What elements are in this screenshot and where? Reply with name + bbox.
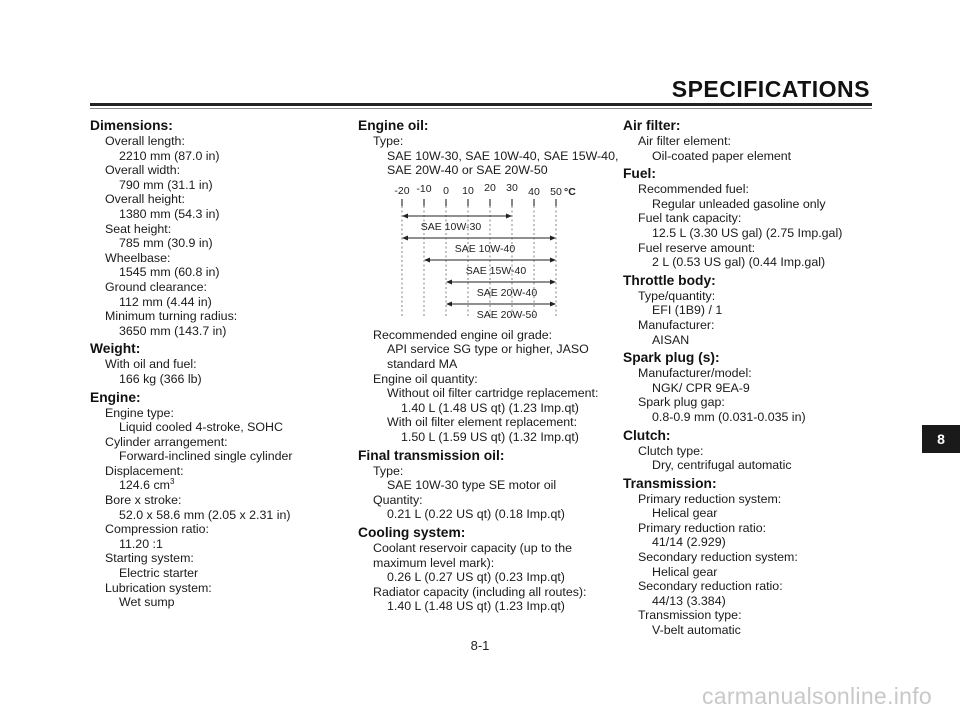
section-title-throttle-body: Throttle body: <box>623 272 716 288</box>
oil-range-arrow-left <box>424 257 430 262</box>
section-title-final-transmission-oil: Final transmission oil: <box>358 447 505 463</box>
spec-label: Cylinder arrangement: <box>105 434 228 449</box>
spec-label: Fuel tank capacity: <box>638 211 742 226</box>
oil-range-arrow-left <box>402 213 408 218</box>
section-title-weight: Weight: <box>90 341 141 357</box>
temp-tick-label: 50 <box>550 185 562 198</box>
watermark: carmanualsonline.info <box>701 683 932 709</box>
spec-value: 166 kg (366 lb) <box>119 371 202 386</box>
spec-value: V-belt automatic <box>652 623 741 638</box>
temp-tick-label: 20 <box>484 181 496 194</box>
spec-label: Secondary reduction ratio: <box>638 579 783 594</box>
spec-label: Overall height: <box>105 192 185 207</box>
spec-value: 41/14 (2.929) <box>652 535 726 550</box>
spec-value: 1545 mm (60.8 in) <box>119 265 220 280</box>
spec-value: Liquid cooled 4-stroke, SOHC <box>119 420 283 435</box>
spec-value: SAE 10W-30, SAE 10W-40, SAE 15W-40, <box>387 148 619 163</box>
section-title-clutch: Clutch: <box>623 427 671 443</box>
temp-tick-label: 10 <box>462 184 474 197</box>
spec-value: 785 mm (30.9 in) <box>119 236 213 251</box>
spec-label: Primary reduction ratio: <box>638 520 767 535</box>
spec-label: Fuel reserve amount: <box>638 240 756 255</box>
oil-range-arrow-right <box>550 257 556 262</box>
spec-label: Type: <box>373 463 404 478</box>
spec-value: 1380 mm (54.3 in) <box>119 206 220 221</box>
spec-value: SAE 20W-40 or SAE 20W-50 <box>387 163 548 178</box>
spec-value: 0.26 L (0.27 US qt) (0.23 Imp.qt) <box>387 570 565 585</box>
page-number: 8-1 <box>470 638 490 653</box>
spec-label: Secondary reduction system: <box>638 550 798 565</box>
spec-value: Helical gear <box>652 564 718 579</box>
spec-label: Manufacturer: <box>638 317 715 332</box>
spec-value: 1.40 L (1.48 US qt) (1.23 Imp.qt) <box>387 599 565 614</box>
spec-label: Ground clearance: <box>105 279 207 294</box>
spec-label: Bore x stroke: <box>105 493 182 508</box>
header-rule-thick <box>90 103 872 106</box>
oil-range-arrow-left <box>446 301 452 306</box>
spec-label: Displacement: <box>105 463 184 478</box>
temp-tick-label: -20 <box>394 184 410 197</box>
spec-value: 1.50 L (1.59 US qt) (1.32 Imp.qt) <box>401 429 579 444</box>
spec-value: 12.5 L (3.30 US gal) (2.75 Imp.gal) <box>652 225 843 240</box>
oil-grade-label: SAE 15W-40 <box>465 264 527 277</box>
spec-value: 52.0 x 58.6 mm (2.05 x 2.31 in) <box>119 507 291 522</box>
section-title-dimensions: Dimensions: <box>90 118 173 133</box>
section-title-cooling-system: Cooling system: <box>358 524 466 540</box>
column-left <box>90 118 340 610</box>
chapter-tab[interactable]: 8 <box>922 425 960 453</box>
spec-value: 3650 mm (143.7 in) <box>119 323 227 338</box>
oil-grade-label: SAE 20W-50 <box>476 308 538 321</box>
displacement-unit-superscript: 3 <box>169 477 175 487</box>
spec-label: Recommended fuel: <box>638 182 749 197</box>
spec-value: 790 mm (31.1 in) <box>119 177 213 192</box>
section-title-air-filter: Air filter: <box>623 118 681 133</box>
spec-value <box>90 478 340 493</box>
section-title-transmission: Transmission: <box>623 475 717 491</box>
section-title-fuel: Fuel: <box>623 166 656 182</box>
spec-value: Oil-coated paper element <box>652 148 792 163</box>
spec-value: Regular unleaded gasoline only <box>652 196 826 211</box>
spec-value: AISAN <box>652 332 690 347</box>
spec-label: Spark plug gap: <box>638 395 725 410</box>
section-title-spark-plug: Spark plug (s): <box>623 350 720 366</box>
section-title-engine-oil: Engine oil: <box>358 118 429 133</box>
oil-range-arrow-right <box>550 301 556 306</box>
spec-label: Overall length: <box>105 134 185 148</box>
temp-unit-label: °C <box>564 185 576 198</box>
spec-label: Starting system: <box>105 551 194 566</box>
spec-label: Coolant reservoir capacity (up to the <box>373 540 573 555</box>
column-right <box>623 118 873 638</box>
temp-tick-label: -10 <box>416 182 432 195</box>
temp-tick-label: 30 <box>506 181 518 194</box>
oil-range-arrow-left <box>402 235 408 240</box>
spec-label: Quantity: <box>373 492 423 507</box>
spec-value: Forward-inclined single cylinder <box>119 449 293 464</box>
spec-label: Lubrication system: <box>105 580 212 595</box>
spec-label: maximum level mark): <box>373 555 495 570</box>
spec-label: Clutch type: <box>638 443 704 458</box>
oil-range-arrow-right <box>550 235 556 240</box>
spec-value: Helical gear <box>652 506 718 521</box>
oil-viscosity-chart <box>368 182 578 322</box>
displacement-value: 124.6 cm <box>119 478 170 493</box>
oil-range-arrow-left <box>446 279 452 284</box>
temp-tick-label: 0 <box>443 184 449 197</box>
spec-sublabel: Without oil filter cartridge replacement: <box>387 386 599 401</box>
spec-value: 1.40 L (1.48 US qt) (1.23 Imp.qt) <box>401 400 579 415</box>
spec-value: NGK/ CPR 9EA-9 <box>652 380 750 395</box>
spec-label: Recommended engine oil grade: <box>373 327 553 342</box>
spec-value: 2 L (0.53 US gal) (0.44 Imp.gal) <box>652 255 826 270</box>
spec-label: Radiator capacity (including all routes): <box>373 584 587 599</box>
spec-label: Air filter element: <box>638 134 731 148</box>
spec-value: SAE 10W-30 type SE motor oil <box>387 478 557 493</box>
oil-grade-label: SAE 10W-30 <box>420 220 482 233</box>
spec-label: Engine oil quantity: <box>373 371 478 386</box>
spec-label: Seat height: <box>105 221 172 236</box>
page-title: SPECIFICATIONS <box>671 76 870 102</box>
header-rule-thin <box>90 108 872 109</box>
spec-label: Minimum turning radius: <box>105 309 238 324</box>
column-middle <box>358 118 623 614</box>
temp-tick-label: 40 <box>528 185 540 198</box>
spec-label: Overall width: <box>105 163 181 178</box>
oil-range-arrow-right <box>550 279 556 284</box>
spec-value: 112 mm (4.44 in) <box>119 294 212 309</box>
spec-label: Compression ratio: <box>105 522 209 537</box>
oil-grade-label: SAE 10W-40 <box>454 242 516 255</box>
spec-label: Wheelbase: <box>105 250 171 265</box>
spec-label: Transmission type: <box>638 608 742 623</box>
spec-value: 11.20 :1 <box>119 536 163 551</box>
section-title-engine: Engine: <box>90 389 141 405</box>
spec-value: Dry, centrifugal automatic <box>652 458 792 473</box>
oil-range-arrow-right <box>506 213 512 218</box>
spec-label: Primary reduction system: <box>638 491 782 506</box>
spec-label: Type: <box>373 134 404 148</box>
spec-value: EFI (1B9) / 1 <box>652 303 723 318</box>
spec-value: Electric starter <box>119 566 199 581</box>
spec-value: Wet sump <box>119 595 175 610</box>
spec-sublabel: With oil filter element replacement: <box>387 415 578 430</box>
spec-value: 0.21 L (0.22 US qt) (0.18 Imp.qt) <box>387 507 565 522</box>
spec-label: Engine type: <box>105 405 174 420</box>
spec-value: API service SG type or higher, JASO <box>387 342 589 357</box>
spec-value: 0.8-0.9 mm (0.031-0.035 in) <box>652 409 806 424</box>
oil-grade-label: SAE 20W-40 <box>476 286 538 299</box>
spec-value: 44/13 (3.384) <box>652 593 726 608</box>
spec-value: standard MA <box>387 356 458 371</box>
spec-value: 2210 mm (87.0 in) <box>119 148 220 163</box>
spec-label: With oil and fuel: <box>105 357 197 372</box>
spec-label: Type/quantity: <box>638 288 716 303</box>
spec-label: Manufacturer/model: <box>638 366 752 381</box>
